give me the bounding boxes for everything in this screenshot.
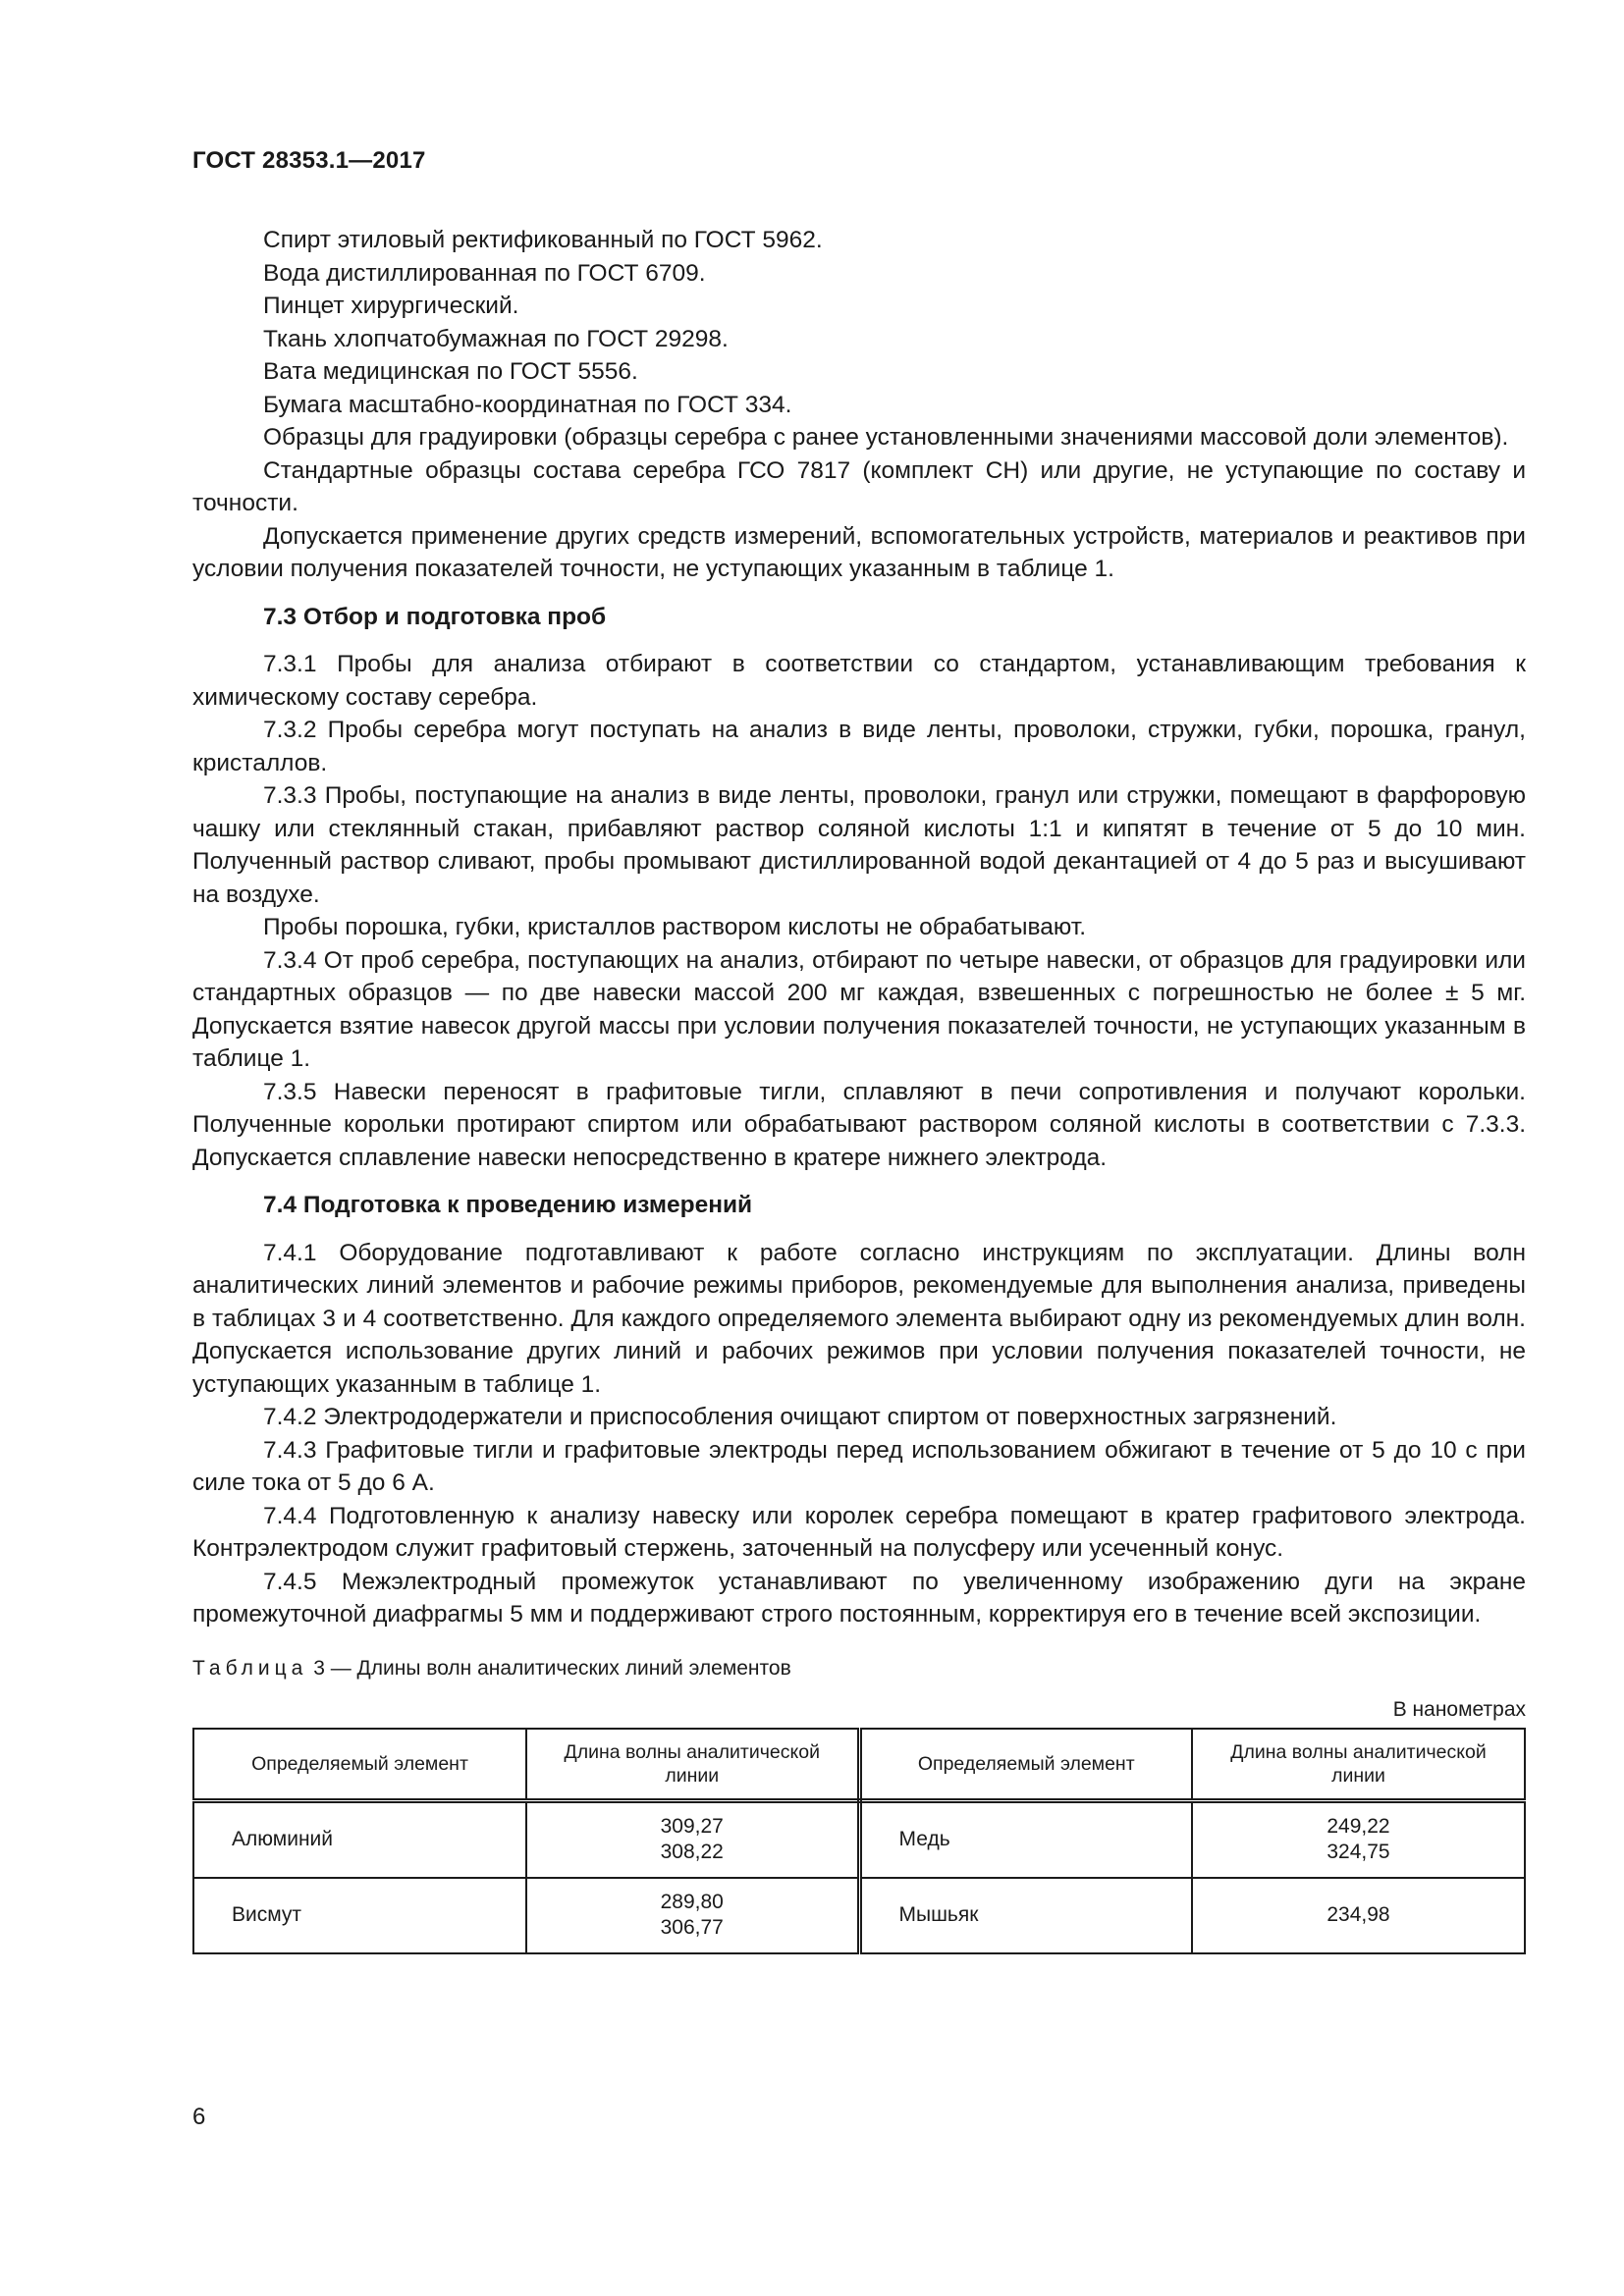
table-units-note: В нанометрах (1392, 1697, 1526, 1721)
document-body (192, 224, 1526, 1954)
table-cell-wavelength (1192, 1800, 1525, 1878)
section-heading-7-4: 7.4 Подготовка к проведению измерений (263, 1192, 753, 1218)
wavelength-value: 308,22 (660, 1841, 724, 1863)
table-row (193, 1800, 1525, 1878)
table-cell-element: Мышьяк (859, 1878, 1192, 1953)
section-heading-7-3: 7.3 Отбор и подготовка проб (263, 603, 607, 630)
paragraph: 7.4.1 Оборудование подготавливают к работе согласно инструкциям по эксплуатации. Длины волн аналитических линий элементов и рабочие режимы приборов, рекомендуемые для выполнения анализа, приведены в таблицах 3 и 4 соответственно. Для каждого определяемого элемента выбирают одну из рекомендуемых длин волн. Допускается использование других линий и рабочих режимов при условии получения показателей точности, не уступающих указанным в таблице 1. (192, 1239, 1526, 1398)
paragraph: 7.3.2 Пробы серебра могут поступать на анализ в виде ленты, проволоки, стружки, губки, порошка, гранул, кристаллов. (192, 717, 1526, 776)
document-code-header: ГОСТ 28353.1—2017 (192, 147, 426, 174)
table-cell-element: Медь (859, 1800, 1192, 1878)
paragraph: 7.3.1 Пробы для анализа отбирают в соответствии со стандартом, устанавливающим требования к химическому составу серебра. (192, 651, 1526, 711)
paragraph: Образцы для градуировки (образцы серебра с ранее установленными значениями массовой доли элементов). (263, 424, 1509, 451)
paragraph: 7.3.5 Навески переносят в графитовые тигли, сплавляют в печи сопротивления и получают корольки. Полученные корольки протирают спиртом или обрабатывают раствором соляной кислоты в соответствии с 7.3.3. Допускается сплавление навески непосредственно в кратере нижнего электрода. (192, 1078, 1526, 1171)
wavelength-value: 324,75 (1326, 1841, 1390, 1863)
paragraph: 7.3.3 Пробы, поступающие на анализ в виде ленты, проволоки, гранул или стружки, помещают в фарфоровую чашку или стеклянный стакан, прибавляют раствор соляной кислоты 1:1 и кипятят в течение от 5 до 10 мин. Полученный раствор сливают, пробы промывают дистиллированной водой декантацией от 4 до 5 раз и высушивают на воздухе. (192, 782, 1526, 908)
paragraph: Пробы порошка, губки, кристаллов раствором кислоты не обрабатывают. (263, 914, 1087, 940)
table-cell-element: Алюминий (193, 1800, 526, 1878)
column-header: Определяемый элемент (193, 1729, 526, 1801)
table-cell-wavelength (526, 1800, 859, 1878)
column-header: Длина волны аналитической линии (526, 1729, 859, 1801)
table-caption-text: 3 — Длины волн аналитических линий элементов (313, 1656, 791, 1680)
wavelength-value: 234,98 (1326, 1903, 1390, 1926)
paragraph: Вата медицинская по ГОСТ 5556. (263, 358, 638, 385)
wavelength-value: 249,22 (1326, 1815, 1390, 1838)
wavelength-value: 289,80 (660, 1891, 724, 1913)
wavelength-value: 309,27 (660, 1815, 724, 1838)
paragraph: Спирт этиловый ректификованный по ГОСТ 5962. (263, 227, 823, 253)
table-row (193, 1878, 1525, 1953)
wavelength-value: 306,77 (660, 1916, 724, 1939)
wavelength-table (192, 1728, 1526, 1954)
paragraph: Допускается применение других средств измерений, вспомогательных устройств, материалов и реактивов при условии получения показателей точности, не уступающих указанным в таблице 1. (192, 522, 1526, 582)
column-header: Длина волны аналитической линии (1192, 1729, 1525, 1801)
table-caption-label: Таблица (192, 1656, 308, 1680)
table-cell-wavelength (526, 1878, 859, 1953)
paragraph: 7.3.4 От проб серебра, поступающих на анализ, отбирают по четыре навески, от образцов для градуировки или стандартных образцов — по две навески массой 200 мг каждая, взвешенных с погрешностью не более ± 5 мг. Допускается взятие навесок другой массы при условии получения показателей точности, не уступающих указанным в таблице 1. (192, 946, 1526, 1072)
paragraph: 7.4.5 Межэлектродный промежуток устанавливают по увеличенному изображению дуги на экране промежуточной диафрагмы 5 мм и поддерживают строго постоянным, корректируя его в течение всей экспозиции. (192, 1568, 1526, 1628)
paragraph: Бумага масштабно-координатная по ГОСТ 334. (263, 391, 792, 418)
table-caption (192, 1655, 1526, 1682)
paragraph: Ткань хлопчатобумажная по ГОСТ 29298. (263, 325, 729, 352)
column-header: Определяемый элемент (859, 1729, 1192, 1801)
table-header-row (193, 1729, 1525, 1801)
paragraph: 7.4.4 Подготовленную к анализу навеску или королек серебра помещают в кратер графитового электрода. Контрэлектродом служит графитовый стержень, заточенный на полусферу или усеченный конус. (192, 1502, 1526, 1562)
paragraph: 7.4.3 Графитовые тигли и графитовые электроды перед использованием обжигают в течение от 5 до 10 с при силе тока от 5 до 6 А. (192, 1436, 1526, 1496)
page-number: 6 (192, 2104, 206, 2130)
paragraph: Вода дистиллированная по ГОСТ 6709. (263, 259, 706, 287)
paragraph: Стандартные образцы состава серебра ГСО 7817 (комплект СН) или другие, не уступающие по составу и точности. (192, 456, 1526, 516)
table-cell-element: Висмут (193, 1878, 526, 1953)
paragraph: 7.4.2 Электрододержатели и приспособления очищают спиртом от поверхностных загрязнений. (263, 1404, 1337, 1430)
table-cell-wavelength (1192, 1878, 1525, 1953)
paragraph: Пинцет хирургический. (263, 293, 519, 319)
